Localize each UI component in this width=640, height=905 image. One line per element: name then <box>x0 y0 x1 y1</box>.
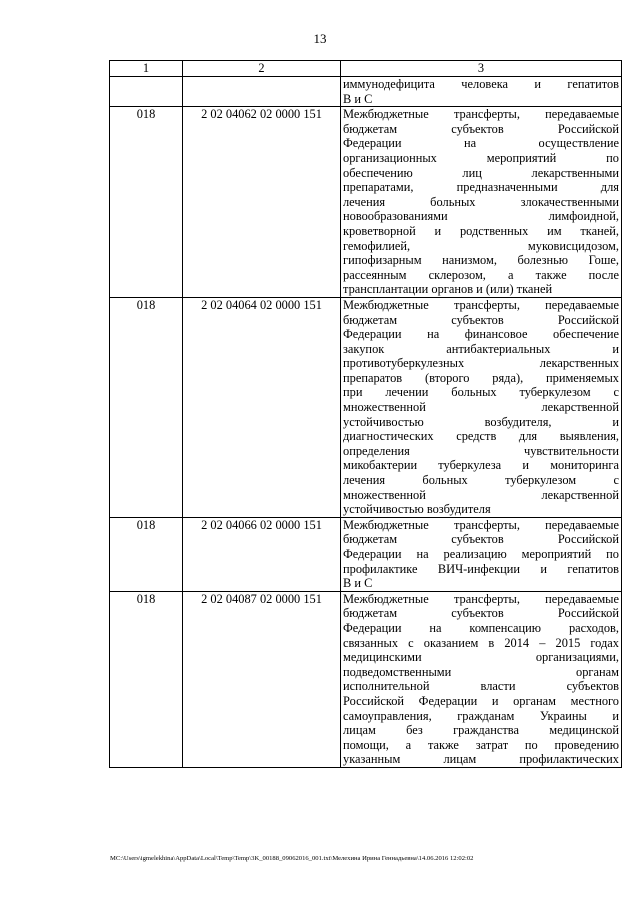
description-line: лицам без гражданства медицинской <box>343 723 619 738</box>
admin-code-cell: 018 <box>110 107 183 298</box>
description-cell <box>341 591 622 767</box>
description-line: гипофизарным нанизмом, болезнью Гоше, <box>343 253 619 268</box>
table-row <box>110 77 622 107</box>
description-line: закупок антибактериальных и <box>343 341 619 356</box>
description-line: В и С <box>343 576 373 591</box>
description-line: обеспечению лиц лекарственными <box>343 165 619 180</box>
description-line: рассеянным склерозом, а также после <box>343 267 619 282</box>
page-number: 13 <box>313 31 327 46</box>
header-col-3: 3 <box>341 61 622 77</box>
description-line: лечения больных туберкулезом с <box>343 473 619 488</box>
table-row <box>110 107 622 298</box>
description-line: Федерации на компенсацию расходов, <box>343 620 619 635</box>
table-row <box>110 517 622 591</box>
table-row <box>110 591 622 767</box>
kbk-code-cell: 2 02 04087 02 0000 151 <box>183 591 341 767</box>
description-line: устойчивостью возбудителя, и <box>343 414 619 429</box>
description-line: Российской Федерации и органам местного <box>343 693 619 708</box>
description-line: бюджетам субъектов Российской <box>343 312 619 327</box>
description-line: устойчивостью возбудителя <box>343 502 491 517</box>
description-line: новообразованиями лимфоидной, <box>343 209 619 224</box>
description-line: определения чувствительности <box>343 443 619 458</box>
description-line: исполнительной власти субъектов <box>343 679 619 694</box>
admin-code-cell <box>110 77 183 107</box>
kbk-code-cell <box>183 77 341 107</box>
budget-classification-table <box>109 60 622 768</box>
description-line: гемофилией, муковисцидозом, <box>343 238 619 253</box>
description-line: множественной лекарственной <box>343 487 619 502</box>
description-line: иммунодефицита человека и гепатитов <box>343 77 619 91</box>
description-line: диагностических средств для выявления, <box>343 429 619 444</box>
description-cell <box>341 517 622 591</box>
kbk-code-cell: 2 02 04066 02 0000 151 <box>183 517 341 591</box>
description-line: Федерации на финансовое обеспечение <box>343 327 619 342</box>
description-line: бюджетам субъектов Российской <box>343 121 619 136</box>
kbk-code-cell: 2 02 04064 02 0000 151 <box>183 297 341 517</box>
table-header-row <box>110 61 622 77</box>
kbk-code-cell: 2 02 04062 02 0000 151 <box>183 107 341 298</box>
description-line: Межбюджетные трансферты, передаваемые <box>343 591 619 606</box>
description-line: множественной лекарственной <box>343 400 619 415</box>
description-line: микобактерии туберкулеза и мониторинга <box>343 458 619 473</box>
description-line: самоуправления, гражданам Украины и <box>343 708 619 723</box>
description-cell <box>341 297 622 517</box>
description-line: Федерации на осуществление <box>343 136 619 151</box>
description-line: бюджетам субъектов Российской <box>343 532 619 547</box>
description-line: связанных с оказанием в 2014 – 2015 годах <box>343 635 619 650</box>
header-col-2: 2 <box>183 61 341 77</box>
description-line: при лечении больных туберкулезом с <box>343 385 619 400</box>
description-line: подведомственными органам <box>343 664 619 679</box>
description-line: препаратами, предназначенными для <box>343 180 619 195</box>
file-path-footer: МС:\Users\igmelekhina\AppData\Local\Temp\Temp\3K_00188_09062016_001.txt\Мелехина Ирина Геннадьевна\14.06.2016 12:02:02 <box>110 855 474 862</box>
description-line: организационных мероприятий по <box>343 150 619 165</box>
admin-code-cell: 018 <box>110 297 183 517</box>
description-cell <box>341 77 622 107</box>
description-line: медицинскими организациями, <box>343 650 619 665</box>
description-cell <box>341 107 622 298</box>
description-line: противотуберкулезных лекарственных <box>343 356 619 371</box>
description-line: Межбюджетные трансферты, передаваемые <box>343 107 619 122</box>
description-line: кроветворной и родственных им тканей, <box>343 223 619 238</box>
description-line: препаратов (второго ряда), применяемых <box>343 370 619 385</box>
description-line: указанным лицам профилактических <box>343 752 619 767</box>
admin-code-cell: 018 <box>110 591 183 767</box>
description-line: Межбюджетные трансферты, передаваемые <box>343 517 619 532</box>
table-row <box>110 297 622 517</box>
description-line: профилактике ВИЧ-инфекции и гепатитов <box>343 561 619 576</box>
description-line: бюджетам субъектов Российской <box>343 606 619 621</box>
header-col-1: 1 <box>110 61 183 77</box>
description-line: лечения больных злокачественными <box>343 194 619 209</box>
admin-code-cell: 018 <box>110 517 183 591</box>
description-line: В и С <box>343 91 373 106</box>
description-line: Федерации на реализацию мероприятий по <box>343 547 619 561</box>
description-line: трансплантации органов и (или) тканей <box>343 282 553 297</box>
description-line: Межбюджетные трансферты, передаваемые <box>343 297 619 312</box>
description-line: помощи, а также затрат по проведению <box>343 737 619 752</box>
